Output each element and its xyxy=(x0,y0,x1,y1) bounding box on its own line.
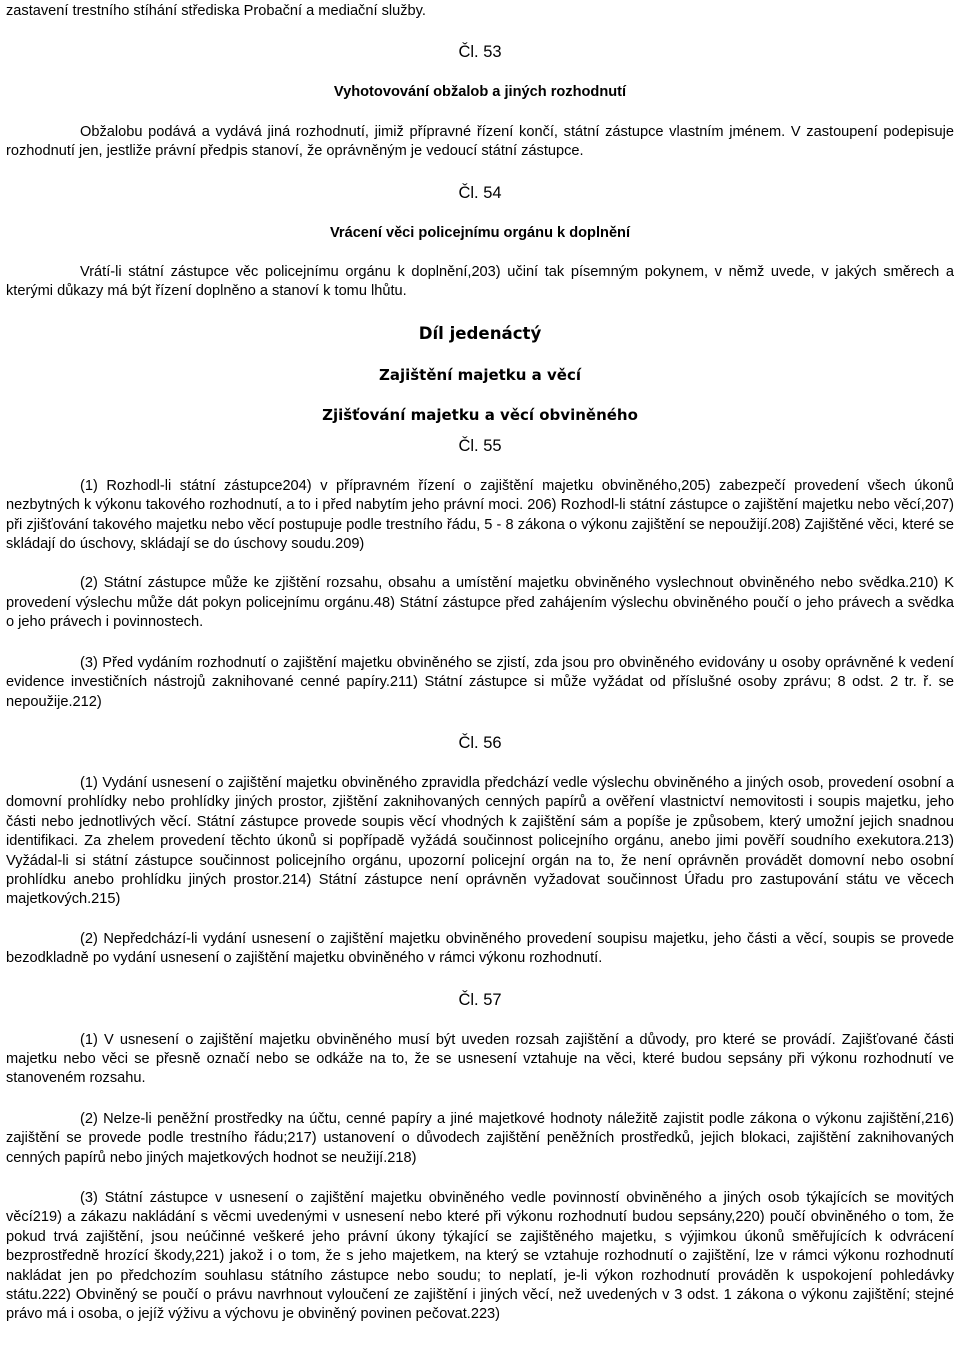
section-title: Zajištění majetku a věcí xyxy=(378,365,582,384)
article-55-paragraph-2: (2) Státní zástupce může ke zjištění rozsahu, obsahu a umístění majetku obviněného vyslechnout obviněného nebo svědka.210) K provedení výslechu může dát pokyn policejnímu orgánu.48) Státní zástupce před zahájením výslechu obviněného poučí o jeho právech a svědka o jeho právech i povinnostech. xyxy=(6,575,954,631)
article-53-paragraph-1: Obžalobu podává a vydává jiná rozhodnutí, jimiž přípravné řízení končí, státní zástupce vlastním jménem. V zastoupení podepisuje rozhodnutí jen, jestliže právní předpis stanoví, že oprávněným je vedoucí státní zástupce. xyxy=(6,123,954,160)
part-title: Díl jedenáctý xyxy=(418,323,542,343)
intro-text: zastavení trestního stíhání střediska Probační a mediační služby. xyxy=(6,3,426,19)
article-55-paragraph-3: (3) Před vydáním rozhodnutí o zajištění majetku obviněného se zjistí, zda jsou pro obviněného evidovány u osoby oprávněné k vedení evidence investičních nástrojů zaknihované cenné papíry.211) Státní zástupce si může vyžádat od příslušné osoby zprávu; 8 odst. 2 tr. ř. se nepoužije.212) xyxy=(6,654,954,710)
article-54-number: Čl. 54 xyxy=(458,183,502,202)
article-56-paragraph-2: (2) Nepředchází-li vydání usnesení o zajištění majetku obviněného provedení soupisu majetku, jeho části a věcí, soupis se provede bezodkladně po vydání usnesení o zajištění majetku obviněného v rámci výkonu rozhodnutí. xyxy=(6,930,954,967)
article-56-number: Čl. 56 xyxy=(458,733,502,752)
article-57-number: Čl. 57 xyxy=(458,990,502,1009)
article-54-paragraph-1: Vrátí-li státní zástupce věc policejnímu orgánu k doplnění,203) učiní tak písemným pokynem, v němž uvede, v jakých směrech a kterými důkazy má být řízení doplněno a stanoví k tomu lhůtu. xyxy=(6,264,954,300)
article-56-paragraph-1: (1) Vydání usnesení o zajištění majetku obviněného zpravidla předchází vedle výslechu obviněného a jiných osob, provedení osobní a domovní prohlídky nebo prohlídky jiných prostor, zjištění zaknihovaných cenných papírů a ověření vlastnictví nemovitosti i soupis majetku, jeho části nebo jednotlivých věcí. Státní zástupce provede soupis věcí vhodných k zajištění sám a popíše je způsobem, který umožní jejich snadnou identifikaci. Za zhelem provedení těchto úkonů si popřípadě vyžádá součinnost policejního orgánu, anebo jimi pověří soudního exekutora.213) Vyžádal-li si státní zástupce součinnost policejního orgánu, upozorní policejní orgán na to, že není oprávněn provádět domovní nebo osobní prohlídku anebo prohlídku jiných prostor.214) Státní zástupce není oprávněn vyžadovat součinnost Úřadu pro zastupování státu ve věcech majetkových.215) xyxy=(6,774,954,908)
article-57-paragraph-3: (3) Státní zástupce v usnesení o zajištění majetku obviněného vedle povinností obviněného a jiných osob týkajících se movitých věcí219) a zákazu nakládání s věcmi uvedenými v usnesení nebo které při výkonu rozhodnutí budou sepsány,220) poučí obviněného o tom, že pokud trvá zajištění, jsou neúčinné veškeré jeho právní úkony týkající se zajištěného majetku, s výjimkou úkonů směřujících k odvrácení bezprostředně hrozící škody,221) jakož i o tom, že s jeho majetkem, na který se vztahuje rozhodnutí o zajištění, lze v rámci výkonu rozhodnutí nakládat jen po předchozím souhlasu státního zástupce nebo soudu; to neplatí, je-li výkon rozhodnutí prováděn k uspokojení pohledávky státu.222) Obviněný se poučí o právu navrhnout vyloučení ze zajištění i jiných věcí, než uvedených v 3 odst. 1 zákona o výkonu zajištění; stejné právo má i osoba, o jejíž výživu a výchovu je obviněný povinen pečovat.223) xyxy=(6,1190,954,1323)
article-53-number: Čl. 53 xyxy=(458,43,502,62)
article-54-title: Vrácení věci policejnímu orgánu k doplnění xyxy=(329,224,631,241)
article-53-title: Vyhotovování obžalob a jiných rozhodnutí xyxy=(333,84,627,101)
document-page xyxy=(6,0,954,1325)
article-57-paragraph-1: (1) V usnesení o zajištění majetku obviněného musí být uveden rozsah zajištění a důvody, pro které se provádí. Zajišťované části majetku nebo věci se přesně označí nebo se odkáže na to, že se usnesení vztahuje na věci, které budou sepsány při výkonu rozhodnutí ve stanoveném rozsahu. xyxy=(6,1031,954,1087)
subsection-title: Zjišťování majetku a věcí obviněného xyxy=(322,405,638,424)
article-55-number: Čl. 55 xyxy=(458,436,502,455)
article-55-paragraph-1: (1) Rozhodl-li státní zástupce204) v přípravném řízení o zajištění majetku obviněného,205) zabezpečí provedení všech úkonů nezbytných k výkonu takového rozhodnutí, a to i před nabytím jeho právní moci. 206) Rozhodl-li státní zástupce o zajištění majetku nebo věcí,207) při zjišťování takového majetku nebo věcí postupuje podle trestního řádu, 5 - 8 zákona o výkonu zajištění se nepoužijí.208) Zajištěné věci, které se skládají do úschovy, skládají se do úschovy soudu.209) xyxy=(6,477,954,553)
article-57-paragraph-2: (2) Nelze-li peněžní prostředky na účtu, cenné papíry a jiné majetkové hodnoty náležitě zajistit podle zákona o výkonu zajištění,216) zajištění se provede podle trestního řádu;217) ustanovení o důvodech zajištění peněžních prostředků, jejich blokaci, zajištění zaknihovaných cenných papírů nebo jiných majetkových hodnot se neužijí.218) xyxy=(6,1110,954,1166)
